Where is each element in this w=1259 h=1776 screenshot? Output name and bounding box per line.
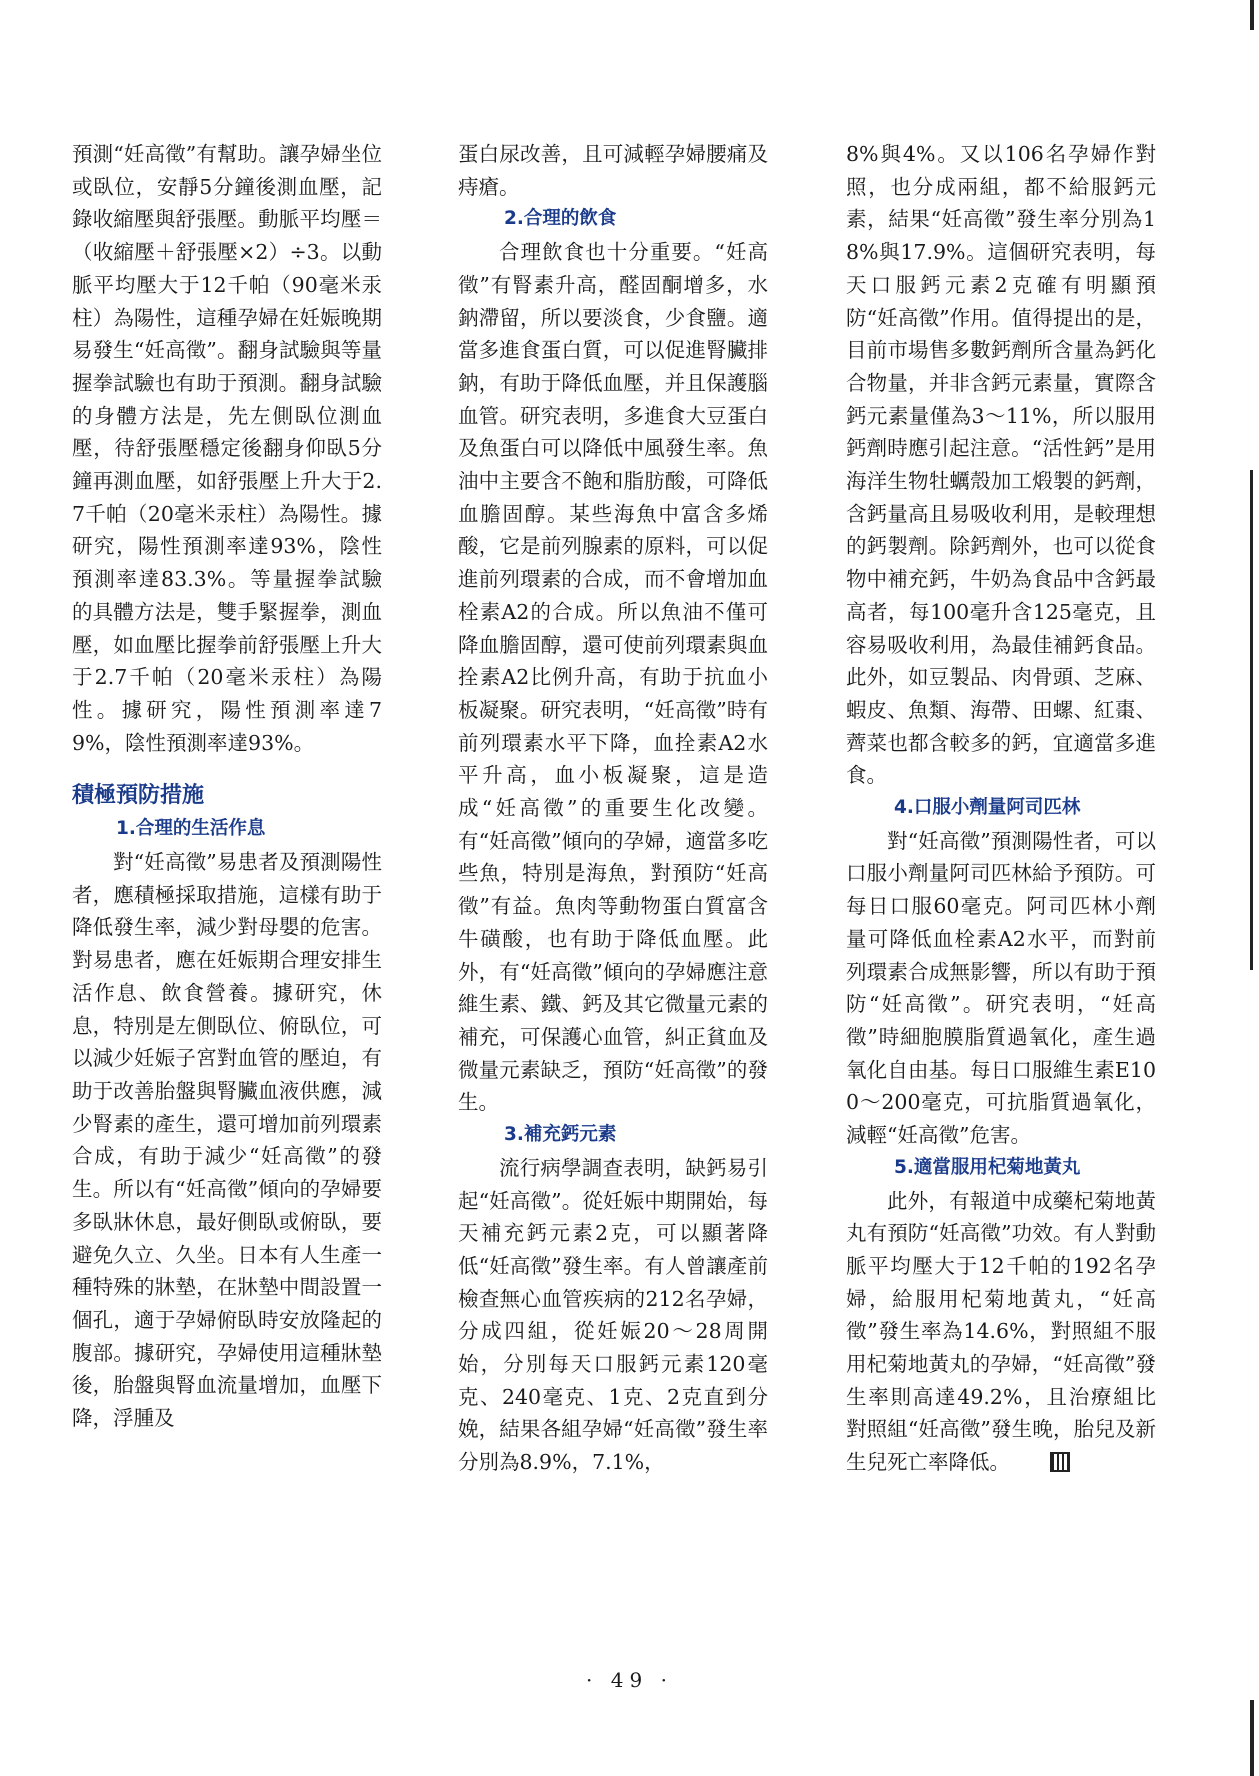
text-column-2 (458, 138, 768, 1479)
paragraph-calcium: 流行病學調查表明，缺鈣易引起“妊高徵”。從妊娠中期開始，每天補充鈣元素2克，可以顯著降低“妊高徵”發生率。有人曾讓產前檢查無心血管疾病的212名孕婦，分成四組，從妊娠20～28周開始，分別每天口服鈣元素120毫克、240毫克、1克、2克直到分娩，結果各組孕婦“妊高徵”發生率分別為8.9%，7.1%， (458, 1155, 768, 1475)
subheading-herbal-pill: 5.適當服用杞菊地黃丸 (894, 1156, 1081, 1178)
paragraph-aspirin: 對“妊高徵”預測陽性者，可以口服小劑量阿司匹林給予預防。可每日口服60毫克。阿司匹林小劑量可降低血栓素A2水平，而對前列環素合成無影響，所以有助于預防“妊高徵”。研究表明，“妊高徵”時細胞膜脂質過氧化，產生過氧化自由基。每日口服維生素E100～200毫克，可抗脂質過氧化，減輕“妊高徵”危害。 (846, 828, 1156, 1148)
paragraph-prediction-methods: 預測“妊高徵”有幫助。讓孕婦坐位或臥位，安靜5分鐘後測血壓，記錄收縮壓與舒張壓。動脈平均壓＝（收縮壓＋舒張壓×2）÷3。以動脈平均壓大于12千帕（90毫米汞柱）為陽性，這種孕婦在妊娠晚期易發生“妊高徵”。翻身試驗與等量握拳試驗也有助于預測。翻身試驗的身體方法是，先左側臥位測血壓，待舒張壓穩定後翻身仰臥5分鐘再測血壓，如舒張壓上升大于2.7千帕（20毫米汞柱）為陽性。據研究，陽性預測率達93%，陰性預測率達83.3%。等量握拳試驗的具體方法是，雙手緊握拳，測血壓，如血壓比握拳前舒張壓上升大于2.7千帕（20毫米汞柱）為陽性。據研究，陽性預測率達79%，陰性預測率達93%。 (72, 142, 382, 755)
subheading-diet: 2.合理的飲食 (504, 208, 617, 230)
paragraph-lifestyle: 對“妊高徵”易患者及預測陽性者，應積極採取措施，這樣有助于降低發生率，減少對母嬰的危害。對易患者，應在妊娠期合理安排生活作息、飲食營養。據研究，休息，特別是左側臥位、俯臥位，可以減少妊娠子宮對血管的壓迫，有助于改善胎盤與腎臟血液供應，減少腎素的產生，還可增加前列環素合成，有助于減少“妊高徵”的發生。所以有“妊高徵”傾向的孕婦要多臥牀休息，最好側臥或俯臥，要避免久立、久坐。日本有人生產一種特殊的牀墊，在牀墊中間設置一個孔，適于孕婦俯臥時安放隆起的腹部。據研究，孕婦使用這種牀墊後，胎盤與腎血流量增加，血壓下降，浮腫及 (72, 850, 382, 1431)
page-number: · 49 · (586, 1668, 673, 1692)
subheading-aspirin: 4.口服小劑量阿司匹林 (894, 797, 1081, 819)
section-title-prevention: 積極預防措施 (72, 783, 205, 809)
article-end-icon (1050, 1452, 1070, 1472)
paragraph-diet: 合理飲食也十分重要。“妊高徵”有腎素升高，醛固酮增多，水鈉滯留，所以要淡食，少食鹽。適當多進食蛋白質，可以促進腎臟排鈉，有助于降低血壓，并且保護腦血管。研究表明，多進食大豆蛋白及魚蛋白可以降低中風發生率。魚油中主要含不飽和脂肪酸，可降低血膽固醇。某些海魚中富含多烯酸，它是前列腺素的原料，可以促進前列環素的合成，而不會增加血栓素A2的合成。所以魚油不僅可降血膽固醇，還可使前列環素與血拴素A2比例升高，有助于抗血小板凝聚。研究表明，“妊高徵”時有前列環素水平下降，血拴素A2水平升高，血小板凝聚，這是造成“妊高徵”的重要生化改變。有“妊高徵”傾向的孕婦，適當多吃些魚，特別是海魚，對預防“妊高徵”有益。魚肉等動物蛋白質富含牛磺酸，也有助于降低血壓。此外，有“妊高徵”傾向的孕婦應注意維生素、鐵、鈣及其它微量元素的補充，可保護心血管，糾正貧血及微量元素缺乏，預防“妊高徵”的發生。 (458, 240, 768, 1115)
text-column-3 (846, 138, 1156, 1479)
text-column-1 (72, 138, 382, 1435)
scan-edge-mark (1250, 470, 1253, 970)
scan-edge-mark (1250, 0, 1254, 30)
paragraph-herbal-pill (846, 1185, 1156, 1479)
paragraph-continued: 蛋白尿改善，且可減輕孕婦腰痛及痔瘡。 (458, 142, 768, 199)
paragraph-calcium-continued: 8%與4%。又以106名孕婦作對照，也分成兩組，都不給服鈣元素，結果“妊高徵”發生率分別為18%與17.9%。這個研究表明，每天口服鈣元素2克確有明顯預防“妊高徵”作用。值得提出的是，目前市場售多數鈣劑所含量為鈣化合物量，并非含鈣元素量，實際含鈣元素量僅為3～11%，所以服用鈣劑時應引起注意。“活性鈣”是用海洋生物牡蠣殼加工煅製的鈣劑，含鈣量高且易吸收利用，是較理想的鈣製劑。除鈣劑外，也可以從食物中補充鈣，牛奶為食品中含鈣最高者，每100毫升含125毫克，且容易吸收利用，為最佳補鈣食品。此外，如豆製品、肉骨頭、芝麻、蝦皮、魚類、海帶、田螺、紅棗、薺菜也都含較多的鈣，宜適當多進食。 (846, 142, 1156, 788)
subheading-calcium: 3.補充鈣元素 (504, 1124, 617, 1146)
scan-edge-mark (1250, 1700, 1254, 1776)
subheading-lifestyle: 1.合理的生活作息 (116, 818, 266, 840)
paragraph-herbal-pill-text: 此外，有報道中成藥杞菊地黃丸有預防“妊高徵”功效。有人對動脈平均壓大于12千帕的192名孕婦，給服用杞菊地黃丸，“妊高徵”發生率為14.6%，對照組不服用杞菊地黃丸的孕婦，“妊高徵”發生率則高達49.2%，且治療組比對照組“妊高徵”發生晚，胎兒及新生兒死亡率降低。 (846, 1188, 1156, 1475)
